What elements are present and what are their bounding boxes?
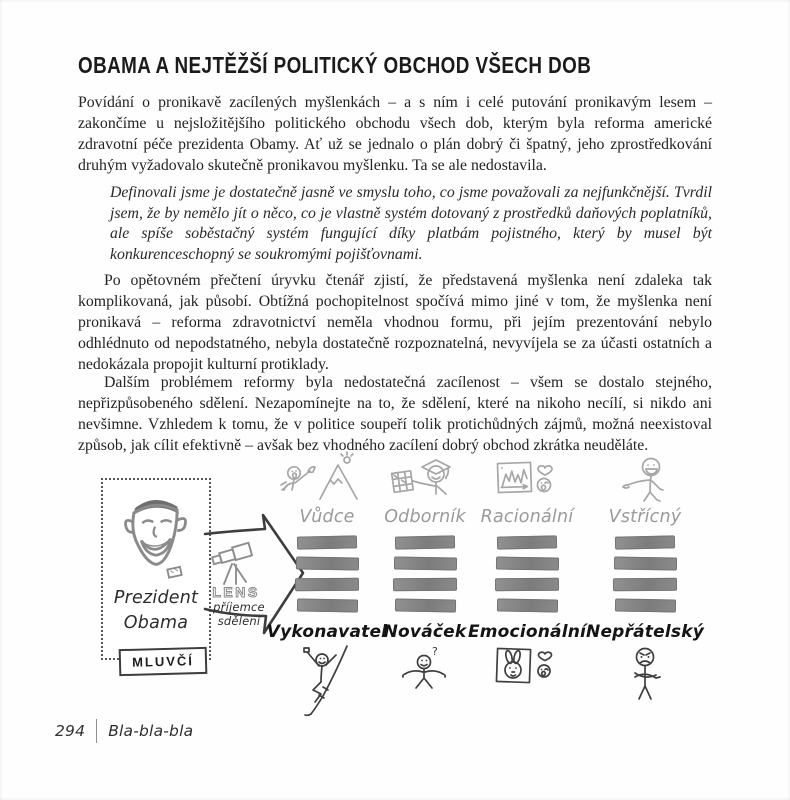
- rational-chart-icon: [495, 454, 559, 504]
- question-mark: ?: [432, 645, 438, 658]
- bar: [614, 598, 675, 612]
- novice-shrug-icon: [398, 644, 452, 692]
- paragraph-analysis: Po opětovném přečtení úryvku čtenář zjistí, že představená myšlenka není zdaleka tak komplikovaná, jak působí. Obtížná pochopitelnost spočívá mimo jiné v tom, že myšlenka není pronikavá – reforma zdravotnictví neměla vhodnou formu, při jejím prezentování nebylo odhlédnuto od nepodstatného, nebyla dostatečně rozpoznatelná, nevyvíjela se za účasti ostatních a nedokázala propojit kulturní protiklady.: [78, 272, 712, 373]
- persona-column-vudce: [266, 448, 388, 725]
- persona-top-label: Racionální: [480, 507, 574, 527]
- persona-top-label: Vstřícný: [608, 507, 682, 527]
- bar: [297, 535, 357, 549]
- expert-gradcap-icon: [389, 454, 461, 504]
- speaker-box: [101, 478, 211, 660]
- book-title: Bla-bla-bla: [108, 722, 194, 740]
- persona-bars: [295, 536, 359, 612]
- speaker-name-line1: Prezident: [113, 588, 199, 608]
- emotional-bunny-icon: [495, 644, 559, 690]
- bar: [296, 598, 357, 612]
- paragraph-targeting: Dalším problémem reformy byla nedostatečná zacílenost – všem se dostalo stejného, nepřizpůsobeného sdělení. Nezapomínejte na to, že sdělení, které na nikoho necílí, si nikdo ani nevšimne. Vzhledem k tomu, že v politice soupeří tolik protichůdných zájmů, možná neexistoval způsob, jak cílit efektivně – avšak bez vhodného zacílení dobrý obchod zkrátka neuděláte.: [78, 374, 712, 454]
- paragraph-intro: Povídání o pronikavě zacílených myšlenkách – a s ním i celé putování pronikavým lesem – zakončíme u nejsložitějšího politického obchodu všech dob, kterým byla reforma americké zdravotní péče prezidenta Obamy. Ať už se jednalo o plán dobrý či špatný, jeho zprostředkování druhým vyžadovalo skutečně pronikavou myšlenku. Ta se ale nedostavila.: [78, 94, 712, 174]
- bar: [495, 578, 559, 592]
- lens-caption: [201, 600, 277, 629]
- persona-bottom-label: Nováček: [383, 622, 467, 642]
- telescope-icon: [211, 543, 252, 584]
- persona-bars: [393, 536, 457, 612]
- page-number: 294: [55, 722, 86, 740]
- bar: [495, 557, 558, 571]
- bar: [393, 578, 457, 592]
- persona-column-vstricny: [586, 448, 704, 725]
- page-footer: [55, 719, 193, 743]
- obama-targeting-illustration: [95, 448, 740, 725]
- persona-bars: [495, 536, 559, 612]
- lens-label: LENS: [212, 584, 260, 600]
- bar: [496, 598, 557, 612]
- speaker-name: [103, 586, 209, 637]
- bar: [615, 535, 675, 549]
- bar: [613, 557, 676, 571]
- lens-caption-line2: sdělení: [217, 614, 261, 629]
- bar: [295, 557, 358, 571]
- quote-paragraph: Definovali jsme je dostatečně jasně ve smyslu toho, co jsme považovali za nejfunkčnější. Tvrdil jsem, že by nemělo jít o něco, co je vlastně systém dotovaný z prostředků daňových poplatníků, ale spíše soběstačný systém fungující díky platbám pojistného, který by musel být konkurenceschopný se soukromými pojišťovnami.: [110, 184, 712, 263]
- persona-top-label: Vůdce: [299, 507, 355, 527]
- bar: [393, 557, 456, 571]
- obama-face-icon: [110, 485, 202, 585]
- speaker-name-line2: Obama: [123, 613, 189, 634]
- bar: [394, 598, 455, 612]
- bar: [395, 535, 455, 549]
- persona-bottom-label: Vykonavatel: [266, 622, 388, 642]
- friendly-open-arms-icon: [615, 454, 675, 504]
- bar: [613, 578, 677, 592]
- persona-bottom-label: Nepřátelský: [586, 622, 704, 642]
- lens-caption-line1: příjemce: [213, 600, 265, 614]
- leader-mountain-icon: [279, 454, 375, 504]
- climber-icon: [295, 644, 359, 716]
- persona-column-racionalni: [467, 448, 587, 725]
- persona-top-label: Odborník: [384, 507, 466, 527]
- hostile-crossed-arms-icon: [620, 644, 670, 702]
- persona-column-odbornik: [370, 448, 480, 725]
- persona-bars: [613, 536, 677, 612]
- persona-bottom-label: Emocionální: [467, 622, 587, 642]
- bar: [497, 535, 557, 549]
- speaker-role-badge: MLUVČÍ: [119, 647, 208, 676]
- footer-divider: [96, 719, 97, 743]
- bar: [295, 578, 359, 592]
- page-title: OBAMA A NEJTĚŽŠÍ POLITICKÝ OBCHOD VŠECH DOB: [78, 52, 592, 78]
